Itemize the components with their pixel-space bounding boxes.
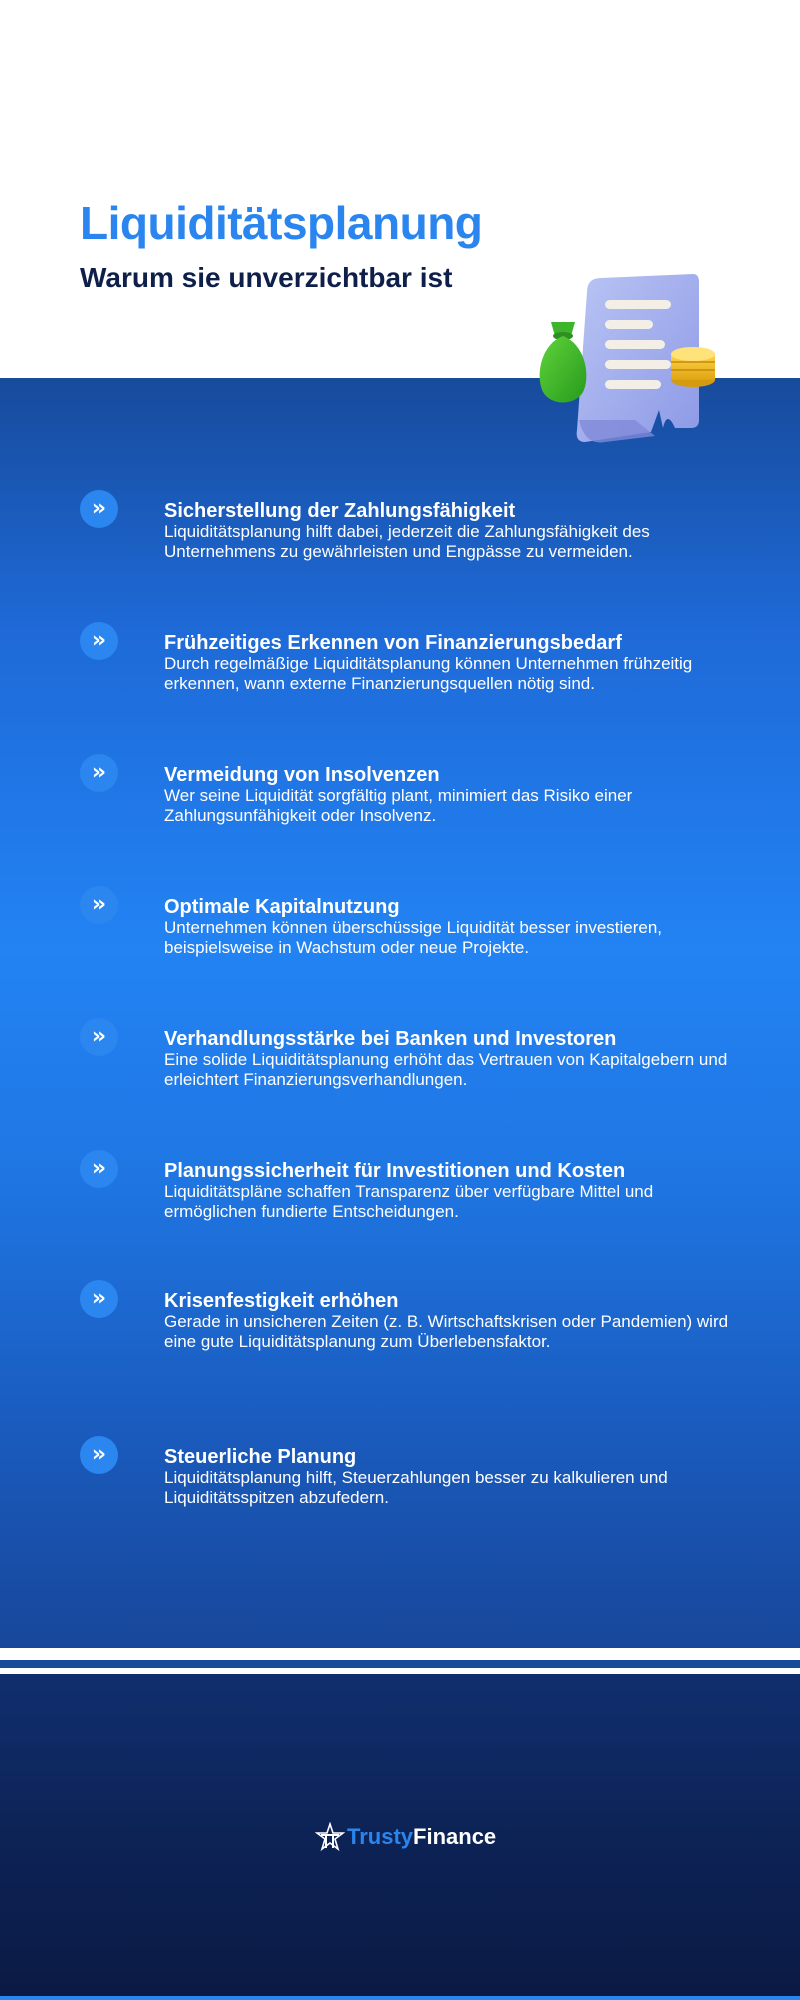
- item-title: Steuerliche Planung: [164, 1446, 357, 1468]
- coins-icon: [671, 347, 715, 387]
- brand-logo[interactable]: [315, 1820, 496, 1854]
- double-chevron-right-icon: »: [80, 886, 118, 924]
- double-chevron-right-icon: »: [80, 1150, 118, 1188]
- item-title: Sicherstellung der Zahlungsfähigkeit: [164, 500, 516, 522]
- money-bag-icon: [540, 322, 587, 403]
- double-chevron-right-icon: »: [80, 754, 118, 792]
- double-chevron-right-icon: »: [80, 490, 118, 528]
- item-title: Vermeidung von Insolvenzen: [164, 764, 440, 786]
- double-chevron-right-icon: »: [80, 622, 118, 660]
- page-subtitle: Warum sie unverzichtbar ist: [80, 262, 453, 293]
- item-text: Liquiditätspläne schaffen Transparenz über verfügbare Mittel und ermöglichen fundierte Entscheidungen.: [164, 1182, 654, 1221]
- item-text: Gerade in unsicheren Zeiten (z. B. Wirtschaftskrisen oder Pandemien) wird eine gute Liquiditätsplanung zum Überlebensfaktor.: [164, 1312, 729, 1351]
- item-title: Frühzeitiges Erkennen von Finanzierungsbedarf: [164, 632, 622, 654]
- divider-stripe: [0, 1660, 800, 1668]
- divider-stripe: [0, 1648, 800, 1660]
- logo-text-finance: Finance: [413, 1824, 497, 1849]
- item-text: Durch regelmäßige Liquiditätsplanung können Unternehmen frühzeitig erkennen, wann externe Finanzierungsquellen nötig sind.: [164, 654, 693, 693]
- double-chevron-right-icon: »: [80, 1436, 118, 1474]
- item-text: Liquiditätsplanung hilft dabei, jederzeit die Zahlungsfähigkeit des Unternehmens zu gewährleisten und Engpässe zu vermeiden.: [164, 522, 650, 561]
- double-chevron-right-icon: »: [80, 1018, 118, 1056]
- item-text: Eine solide Liquiditätsplanung erhöht das Vertrauen von Kapitalgebern und erleichtert Finanzierungsverhandlungen.: [164, 1050, 728, 1089]
- footer-accent-line: [0, 1996, 800, 2000]
- double-chevron-right-icon: »: [80, 1280, 118, 1318]
- item-title: Optimale Kapitalnutzung: [164, 896, 400, 918]
- item-text: Unternehmen können überschüssige Liquidität besser investieren, beispielsweise in Wachstum oder neue Projekte.: [164, 918, 663, 957]
- document-money-illustration: [535, 270, 725, 455]
- item-text: Liquiditätsplanung hilft, Steuerzahlungen besser zu kalkulieren und Liquiditätsspitzen abzufedern.: [164, 1468, 668, 1507]
- star-logo-icon: [315, 1822, 345, 1852]
- item-title: Krisenfestigkeit erhöhen: [164, 1290, 399, 1312]
- item-title: Planungssicherheit für Investitionen und Kosten: [164, 1160, 626, 1182]
- page-title: Liquiditätsplanung: [80, 197, 483, 249]
- item-title: Verhandlungsstärke bei Banken und Investoren: [164, 1028, 617, 1050]
- item-text: Wer seine Liquidität sorgfältig plant, minimiert das Risiko einer Zahlungsunfähigkeit oder Insolvenz.: [164, 786, 633, 825]
- logo-text-trusty: Trusty: [347, 1824, 414, 1849]
